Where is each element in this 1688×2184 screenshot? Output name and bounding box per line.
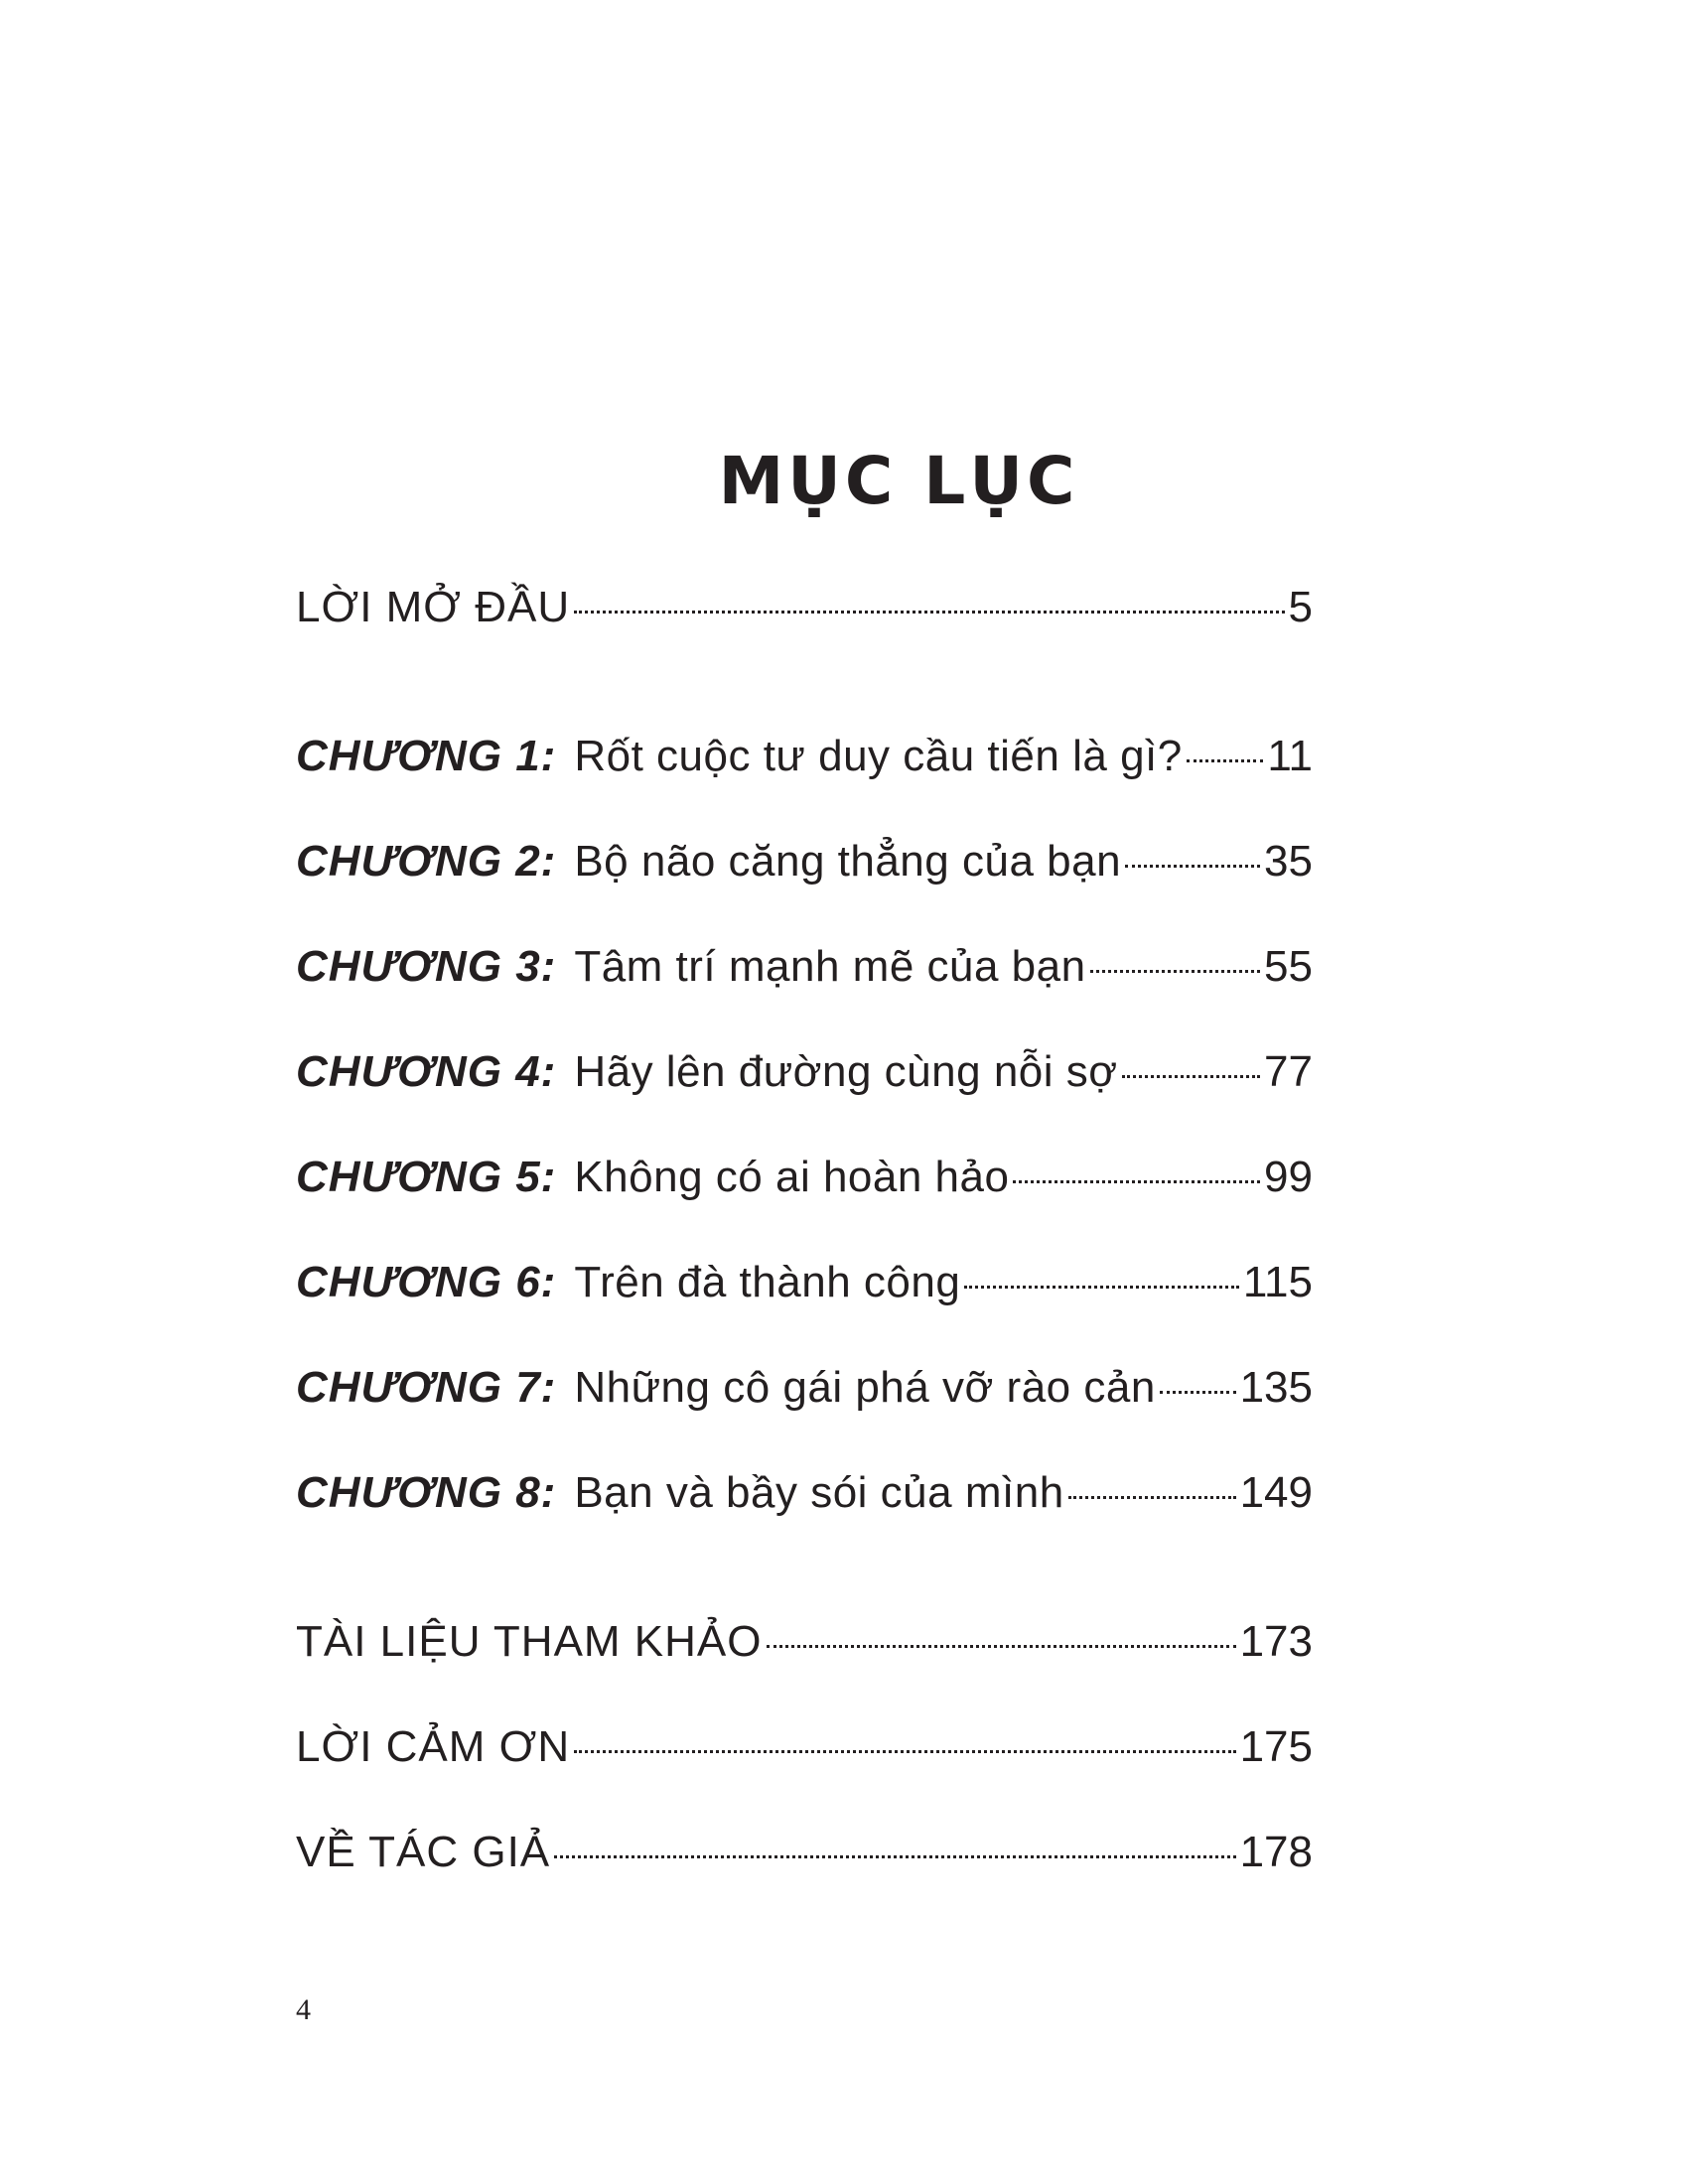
toc-entry-page: 173 (1239, 1617, 1313, 1666)
chapter-prefix: CHƯƠNG 6: (296, 1258, 557, 1306)
toc-entry-label: VỀ TÁC GIẢ (296, 1828, 551, 1876)
chapter-prefix: CHƯƠNG 5: (296, 1153, 557, 1201)
toc-entry-chapter-4[interactable] (296, 1042, 1313, 1102)
chapter-title: Bạn và bầy sói của mình (574, 1468, 1064, 1517)
toc-entry-preface[interactable] (296, 578, 1313, 637)
dot-leader (1013, 1179, 1260, 1183)
toc-entry-chapter-8[interactable] (296, 1463, 1313, 1523)
chapter-title: Không có ai hoàn hảo (574, 1153, 1010, 1201)
dot-leader (1125, 864, 1260, 868)
toc-entry-page: 115 (1242, 1258, 1313, 1306)
toc-entry-page: 35 (1264, 837, 1313, 886)
toc-entry-acknowledgements[interactable] (296, 1717, 1313, 1777)
chapter-prefix: CHƯƠNG 2: (296, 837, 557, 886)
chapter-title: Những cô gái phá vỡ rào cản (574, 1363, 1156, 1412)
toc-entry-label: LỜI MỞ ĐẦU (296, 583, 571, 631)
dot-leader (574, 610, 1284, 614)
chapter-title: Tâm trí mạnh mẽ của bạn (574, 942, 1086, 991)
dot-leader (1187, 758, 1264, 762)
chapter-title: Bộ não căng thẳng của bạn (574, 837, 1122, 886)
dot-leader (1068, 1495, 1236, 1499)
dot-leader (1160, 1390, 1236, 1394)
chapter-prefix: CHƯƠNG 8: (296, 1468, 557, 1517)
toc-entry-chapter-2[interactable] (296, 832, 1313, 891)
dot-leader (1090, 969, 1260, 973)
chapter-prefix: CHƯƠNG 7: (296, 1363, 557, 1412)
toc-entry-page: 55 (1264, 942, 1313, 991)
toc-entry-chapter-1[interactable] (296, 727, 1313, 786)
chapter-prefix: CHƯƠNG 3: (296, 942, 557, 991)
toc-entry-chapter-7[interactable] (296, 1358, 1313, 1418)
toc-entry-page: 11 (1267, 732, 1313, 780)
dot-leader (554, 1854, 1235, 1858)
toc-entry-page: 149 (1239, 1468, 1313, 1517)
page-title: MỤC LỤC (718, 443, 1079, 520)
chapter-prefix: CHƯƠNG 1: (296, 732, 557, 780)
toc-entry-page: 175 (1239, 1722, 1313, 1771)
folio-page-number: 4 (296, 1993, 311, 2026)
toc-entry-page: 135 (1239, 1363, 1313, 1412)
chapter-prefix: CHƯƠNG 4: (296, 1047, 557, 1096)
toc-entry-about-author[interactable] (296, 1823, 1313, 1882)
toc-entry-chapter-3[interactable] (296, 937, 1313, 997)
dot-leader (767, 1644, 1236, 1648)
toc-entry-page: 5 (1288, 583, 1313, 631)
toc-entry-page: 178 (1239, 1828, 1313, 1876)
toc-entry-page: 77 (1264, 1047, 1313, 1096)
dot-leader (964, 1285, 1239, 1289)
toc-entry-label: TÀI LIỆU THAM KHẢO (296, 1617, 763, 1666)
chapter-title: Rốt cuộc tư duy cầu tiến là gì? (574, 732, 1183, 780)
toc-entry-label: LỜI CẢM ƠN (296, 1722, 571, 1771)
chapter-title: Hãy lên đường cùng nỗi sợ (574, 1047, 1118, 1096)
toc-entry-chapter-5[interactable] (296, 1148, 1313, 1207)
toc-entry-references[interactable] (296, 1612, 1313, 1672)
table-of-contents (296, 0, 1313, 2184)
dot-leader (1122, 1074, 1260, 1078)
dot-leader (574, 1749, 1235, 1753)
chapter-title: Trên đà thành công (574, 1258, 961, 1306)
toc-entry-chapter-6[interactable] (296, 1253, 1313, 1312)
toc-entry-page: 99 (1264, 1153, 1313, 1201)
